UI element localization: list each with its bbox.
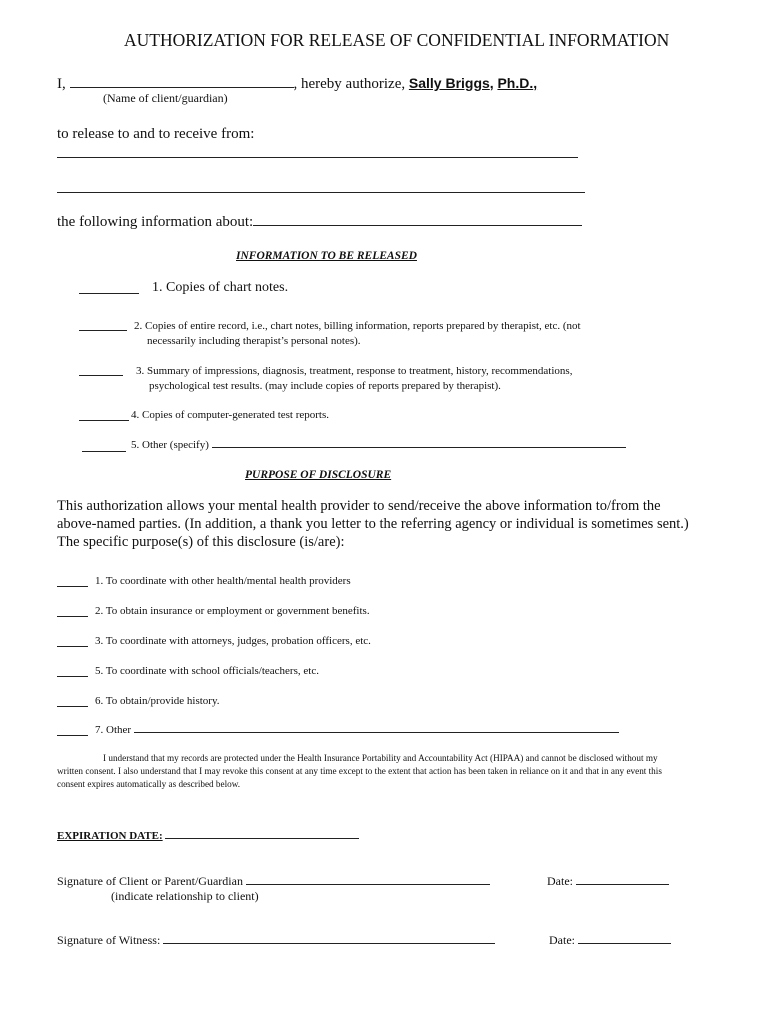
purpose-item-2: 2. To obtain insurance or employment or government benefits. (95, 605, 370, 617)
purpose-item-7: 7. Other (95, 724, 132, 736)
purpose-paragraph-line-2: above-named parties. (In addition, a thank you letter to the referring agency or individual is sometimes sent.) (57, 516, 689, 532)
purpose-item-6: 6. To obtain/provide history. (95, 695, 220, 707)
info-item-4: 4. Copies of computer-generated test reports. (131, 409, 330, 421)
i-label: I, (57, 76, 66, 92)
witness-date-field[interactable] (578, 942, 671, 944)
following-line (57, 214, 582, 231)
information-about-field[interactable] (253, 224, 582, 226)
purpose-other-field[interactable] (134, 731, 619, 733)
info-heading: INFORMATION TO BE RELEASED (236, 250, 417, 262)
following-label: the following information about: (57, 214, 254, 230)
purpose-item-1: 1. To coordinate with other health/mental health providers (95, 575, 351, 587)
witness-date-label: Date: (549, 933, 575, 947)
other-specify-field[interactable] (212, 446, 626, 448)
purpose-heading: PURPOSE OF DISCLOSURE (245, 469, 392, 481)
release-recipient-field-1[interactable] (57, 157, 578, 158)
purpose-item-6-check[interactable] (57, 706, 88, 707)
info-item-4-check[interactable] (79, 420, 129, 421)
client-name-field[interactable] (70, 86, 294, 88)
purpose-paragraph-line-3: The specific purpose(s) of this disclosure (is/are): (57, 534, 345, 550)
purpose-item-7-check[interactable] (57, 735, 88, 736)
hipaa-text-line-3: consent expires automatically as described below. (57, 779, 241, 789)
hipaa-text-line-1: I understand that my records are protected under the Health Insurance Portability and Accountability Act (HIPAA) and cannot be disclosed without my (103, 753, 658, 763)
hipaa-text-line-2: written consent. I also understand that I may revoke this consent at any time except to the extent that action has been taken in reliance on it and that in any event this (57, 766, 662, 776)
purpose-item-3-check[interactable] (57, 646, 88, 647)
client-date-label: Date: (547, 874, 573, 888)
provider-credential: Ph.D. (497, 75, 534, 91)
client-date-field[interactable] (576, 883, 669, 885)
info-item-1-check[interactable] (79, 293, 139, 294)
client-signature-line (57, 874, 490, 889)
info-item-2-check[interactable] (79, 330, 127, 331)
client-date-line (547, 874, 669, 889)
purpose-item-7-line (95, 724, 619, 736)
name-caption: (Name of client/guardian) (103, 91, 228, 105)
info-item-3: 3. Summary of impressions, diagnosis, treatment, response to treatment, history, recommendations, (136, 365, 573, 377)
witness-signature-field[interactable] (163, 942, 495, 944)
form-title: AUTHORIZATION FOR RELEASE OF CONFIDENTIAL INFORMATION (124, 30, 670, 50)
info-item-5: 5. Other (specify) (131, 439, 209, 451)
info-item-3-check[interactable] (79, 375, 123, 376)
hereby-text: , hereby authorize, (293, 76, 406, 92)
purpose-item-2-check[interactable] (57, 616, 88, 617)
purpose-item-3: 3. To coordinate with attorneys, judges, probation officers, etc. (95, 635, 371, 647)
intro-line: I, , hereby authorize, Sally Briggs, Ph.D., (57, 75, 538, 92)
provider-name: Sally Briggs (408, 75, 490, 91)
witness-signature-label: Signature of Witness: (57, 933, 161, 947)
release-label: to release to and to receive from: (57, 126, 255, 142)
client-signature-field[interactable] (246, 883, 490, 885)
info-item-1: 1. Copies of chart notes. (152, 280, 289, 295)
info-item-5-line (131, 439, 626, 451)
client-signature-label: Signature of Client or Parent/Guardian (57, 874, 243, 888)
info-item-3-cont: psychological test results. (may include copies of reports prepared by therapist). (149, 380, 501, 392)
info-item-2: 2. Copies of entire record, i.e., chart notes, billing information, reports prepared by therapist, etc. (not (134, 320, 581, 332)
witness-signature-line (57, 933, 495, 948)
purpose-item-5: 5. To coordinate with school officials/teachers, etc. (95, 665, 319, 677)
client-signature-caption: (indicate relationship to client) (111, 889, 259, 903)
purpose-paragraph-line-1: This authorization allows your mental health provider to send/receive the above information to/from the (57, 498, 661, 514)
purpose-item-5-check[interactable] (57, 676, 88, 677)
info-item-2-cont: necessarily including therapist’s personal notes). (147, 335, 361, 347)
release-recipient-field-2[interactable] (57, 192, 585, 193)
expiration-label: EXPIRATION DATE: (57, 830, 163, 842)
info-item-5-check[interactable] (82, 451, 126, 452)
expiration-date-field[interactable] (165, 837, 359, 839)
witness-date-line (549, 933, 671, 948)
expiration-line (57, 830, 359, 842)
purpose-item-1-check[interactable] (57, 586, 88, 587)
